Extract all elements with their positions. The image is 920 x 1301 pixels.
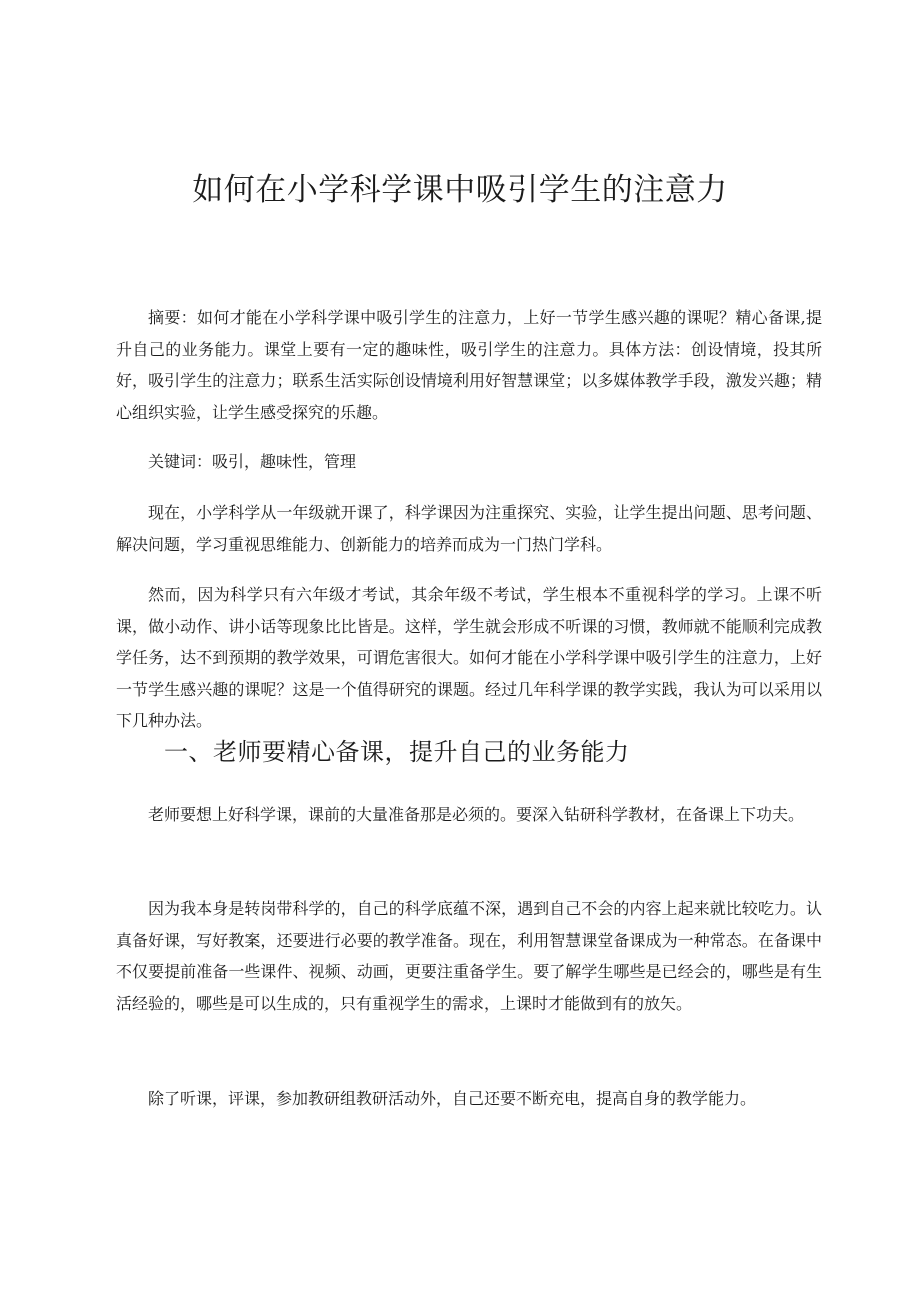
- intro-paragraph-1: 现在，小学科学从一年级就开课了，科学课因为注重探究、实验，让学生提出问题、思考问题、解决问题，学习重视思维能力、创新能力的培养而成为一门热门学科。: [116, 503, 822, 554]
- intro-paragraph-2: 然而，因为科学只有六年级才考试，其余年级不考试，学生根本不重视科学的学习。上课不听课，做小动作、讲小话等现象比比皆是。这样，学生就会形成不听课的习惯，教师就不能顺利完成教学任务，达不到预期的教学效果，可谓危害很大。如何才能在小学科学课中吸引学生的注意力，上好一节学生感兴趣的课呢？这是一个值得研究的课题。经过几年科学课的教学实践，我认为可以采用以下几种办法。: [116, 585, 822, 730]
- section-1-paragraph-3: 除了听课，评课，参加教研组教研活动外，自己还要不断充电，提高自身的教学能力。: [148, 1089, 757, 1108]
- section-1-paragraph-2: 因为我本身是转岗带科学的，自己的科学底蕴不深，遇到自己不会的内容上起来就比较吃力。认真备好课，写好教案，还要进行必要的教学准备。现在，利用智慧课堂备课成为一种常态。在备课中不仅要提前准备一些课件、视频、动画，更要注重备学生。要了解学生哪些是已经会的，哪些是有生活经验的，哪些是可以生成的，只有重视学生的需求，上课时才能做到有的放矢。: [116, 899, 822, 1013]
- document-title: 如何在小学科学课中吸引学生的注意力: [192, 172, 728, 208]
- abstract-paragraph: 摘要：如何才能在小学科学课中吸引学生的注意力，上好一节学生感兴趣的课呢？精心备课,提升自己的业务能力。课堂上要有一定的趣味性，吸引学生的注意力。具体方法：创设情境，投其所好，吸引学生的注意力；联系生活实际创设情境利用好智慧课堂；以多媒体教学手段，激发兴趣；精心组织实验，让学生感受探究的乐趣。: [116, 308, 822, 422]
- section-1-heading: 一、老师要精心备课，提升自己的业务能力: [164, 738, 630, 766]
- keywords-paragraph: 关键词：吸引，趣味性，管理: [148, 452, 357, 471]
- section-1-paragraph-1: 老师要想上好科学课，课前的大量准备那是必须的。要深入钻研科学教材，在备课上下功夫。: [148, 805, 805, 824]
